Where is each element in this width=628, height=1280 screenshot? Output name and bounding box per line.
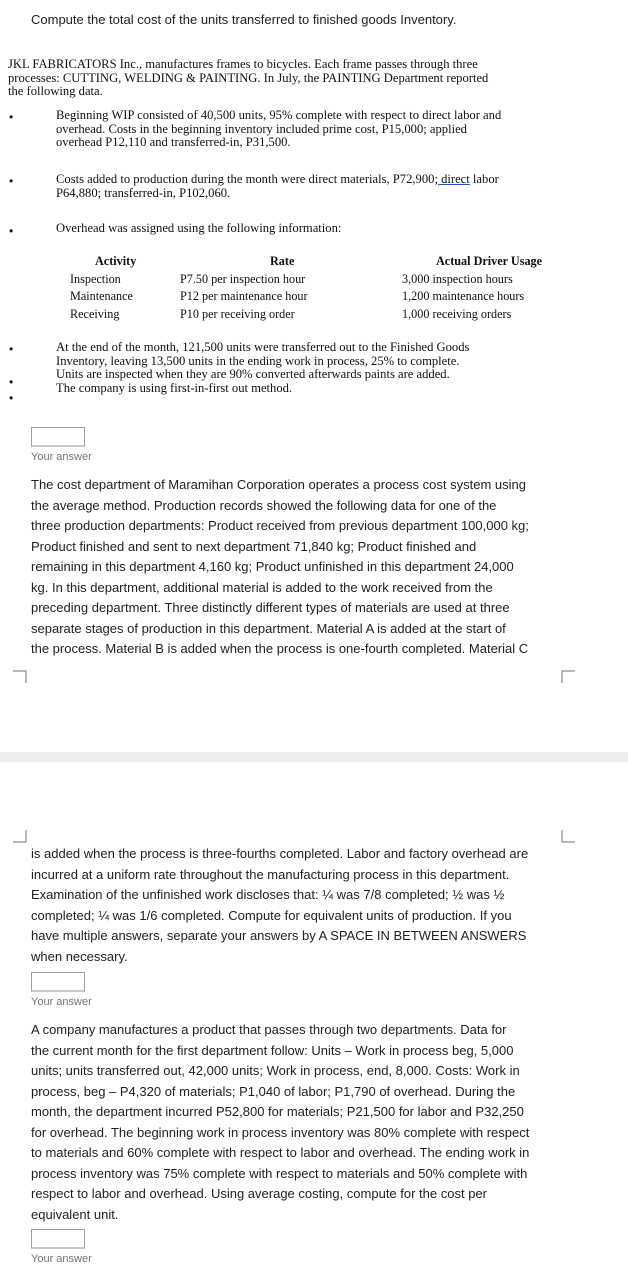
problem-intro <box>8 58 488 99</box>
text-line: Product finished and sent to next department 71,840 kg; Product finished and <box>31 538 477 554</box>
bullet-line: Units are inspected when they are 90% converted afterwards paints are added. <box>56 367 450 382</box>
answer-input-3[interactable] <box>31 1229 85 1249</box>
text-line: process inventory was 75% complete with respect to materials and 50% complete with <box>31 1165 528 1181</box>
bullet-line: overhead P12,110 and transferred-in, P31,500. <box>56 135 291 150</box>
intro-line: the following data. <box>8 84 103 99</box>
text-line: three production departments: Product received from previous department 100,000 kg; <box>31 518 529 533</box>
bullet-marker: • <box>9 375 14 389</box>
table-cell: 1,200 maintenance hours <box>402 289 525 303</box>
question-2-text-part-2 <box>31 844 559 967</box>
crop-corner-icon <box>561 670 575 684</box>
bullet-line: Beginning WIP consisted of 40,500 units, 95% complete with respect to direct labor and <box>56 108 502 122</box>
table-cell: Receiving <box>70 306 120 321</box>
table-cell: Maintenance <box>70 289 133 303</box>
activity-column <box>70 253 180 323</box>
text-line: separate stages of production in this department. Material A is added at the start of <box>31 620 506 636</box>
bullet-line: Inventory, leaving 13,500 units in the ending work in process, 25% to complete. <box>56 353 460 368</box>
text-line: units; units transferred out, 42,000 units; Work in process, end, 8,000. Costs: Work in <box>31 1063 520 1078</box>
text-line: kg. In this department, additional material is added to the work received from the <box>31 579 493 595</box>
text-line: when necessary. <box>31 948 128 964</box>
text-line: respect to labor and overhead. Using average costing, compute for the cost per <box>31 1186 487 1201</box>
text-line: completed; ¼ was 1/6 completed. Compute for equivalent units of production. If you <box>31 907 512 923</box>
text-line: Examination of the unfinished work discloses that: ¼ was 7/8 completed; ½ was ½ <box>31 887 505 902</box>
bullet-marker: • <box>9 391 14 405</box>
question-1-title: Compute the total cost of the units transferred to finished goods Inventory. <box>31 12 457 27</box>
page-separator <box>0 752 628 762</box>
rate-column <box>180 253 380 323</box>
table-header-activity: Activity <box>95 254 137 268</box>
bullet-marker: • <box>9 224 14 238</box>
your-answer-label: Your answer <box>31 996 92 1008</box>
text-line: is added when the process is three-fourths completed. Labor and factory overhead are <box>31 846 529 861</box>
bullet-marker: • <box>9 174 14 188</box>
table-cell: P10 per receiving order <box>180 306 295 321</box>
bullet-marker: • <box>9 110 14 124</box>
text-line: equivalent unit. <box>31 1206 119 1222</box>
text-line: the process. Material B is added when the process is one-fourth completed. Material C <box>31 641 529 656</box>
intro-line: JKL FABRICATORS Inc., manufactures frames to bicycles. Each frame passes through three <box>8 57 478 71</box>
text-line: remaining in this department 4,160 kg; Product unfinished in this department 24,000 <box>31 559 514 574</box>
question-3-text <box>31 1020 559 1225</box>
question-2-text-part-1 <box>31 475 559 660</box>
text-line: The cost department of Maramihan Corporation operates a process cost system using <box>31 477 526 492</box>
text-line: preceding department. Three distinctly different types of materials are used at three <box>31 600 510 615</box>
table-header-rate: Rate <box>270 254 295 268</box>
table-header-usage: Actual Driver Usage <box>436 254 543 268</box>
text-line: the average method. Production records showed the following data for one of the <box>31 497 497 513</box>
bullet-line: P64,880; transferred-in, P102,060. <box>56 185 231 200</box>
text-line: for overhead. The beginning work in process inventory was 80% complete with respect <box>31 1124 530 1140</box>
table-cell: P7.50 per inspection hour <box>180 271 306 286</box>
text-line: A company manufactures a product that passes through two departments. Data for <box>31 1022 507 1037</box>
crop-corner-icon <box>561 829 575 843</box>
text-line: have multiple answers, separate your answers by A SPACE IN BETWEEN ANSWERS <box>31 928 527 943</box>
answer-input-1[interactable] <box>31 427 85 447</box>
table-cell: 1,000 receiving orders <box>402 306 512 321</box>
bullet-line: The company is using first-in-first out method. <box>56 380 293 395</box>
your-answer-label: Your answer <box>31 1253 92 1265</box>
bullet-month-end <box>56 341 469 395</box>
bullet-marker: • <box>9 342 14 356</box>
bullet-line: Costs added to production during the month were direct materials, P72,900; <box>56 172 438 186</box>
crop-corner-icon <box>13 829 27 843</box>
direct-link-text: direct <box>437 172 470 186</box>
answer-input-2[interactable] <box>31 972 85 992</box>
bullet-line: overhead. Costs in the beginning inventory included prime cost, P15,000; applied <box>56 121 467 136</box>
text-line: incurred at a uniform rate throughout the manufacturing process in this department. <box>31 866 510 882</box>
activity-table <box>70 253 570 325</box>
bullet-line: labor <box>469 172 499 186</box>
text-line: month, the department incurred P52,800 for materials; P21,500 for labor and P32,250 <box>31 1104 524 1119</box>
bullet-costs-added <box>56 173 499 200</box>
text-line: to materials and 60% complete with respect to labor and overhead. The ending work in <box>31 1145 530 1160</box>
your-answer-label: Your answer <box>31 451 92 463</box>
bullet-overhead-info: Overhead was assigned using the following information: <box>56 221 342 235</box>
bullet-line: At the end of the month, 121,500 units were transferred out to the Finished Goods <box>56 340 470 354</box>
crop-corner-icon <box>13 670 27 684</box>
bullet-beginning-wip <box>56 109 501 150</box>
text-line: process, beg – P4,320 of materials; P1,040 of labor; P1,790 of overhead. During the <box>31 1083 516 1099</box>
table-cell: P12 per maintenance hour <box>180 289 308 303</box>
usage-column <box>402 253 567 323</box>
text-line: the current month for the first department follow: Units – Work in process beg, 5,000 <box>31 1042 514 1058</box>
table-cell: 3,000 inspection hours <box>402 271 513 286</box>
table-cell: Inspection <box>70 271 121 286</box>
intro-line: processes: CUTTING, WELDING & PAINTING. In July, the PAINTING Department reported <box>8 70 489 85</box>
